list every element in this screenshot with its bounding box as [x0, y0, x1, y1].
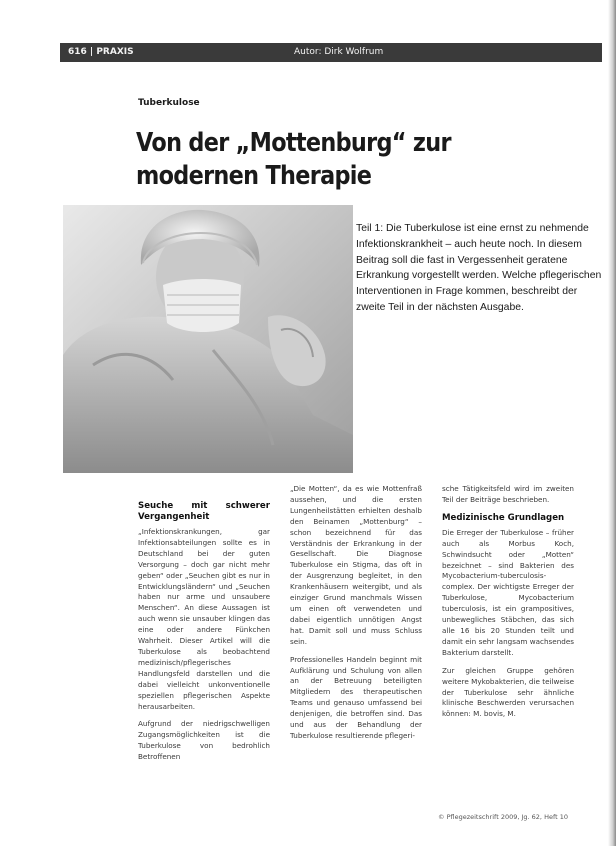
text-column-3	[442, 484, 574, 727]
article-title: Von der „Mottenburg“ zur modernen Therapie	[136, 128, 451, 191]
body-paragraph: Zur gleichen Gruppe gehören weitere Mykobakterien, die teilweise der Tuberkulose sehr ähnliche klinische Beschwerden verursachen können: M. bovis, M.	[442, 665, 574, 719]
article-intro: Teil 1: Die Tuberkulose ist eine ernst zu nehmende Infektionskrankheit – auch heute noch. In diesem Beitrag soll die fast in Vergessenheit geratene Erkrankung vorgestellt werden. Welche pflegerischen Interventionen in Frage kommen, beschreibt der zweite Teil in der nächsten Ausgabe.	[356, 223, 602, 313]
text-column-1	[138, 501, 270, 770]
page-footer: © Pflegezeitschrift 2009, Jg. 62, Heft 10	[438, 813, 569, 821]
body-paragraph: sche Tätigkeitsfeld wird im zweiten Teil der Beiträge beschrieben.	[442, 484, 574, 504]
section-heading: Medizinische Grundlagen	[442, 512, 565, 523]
article-kicker: Tuberkulose	[138, 98, 200, 108]
body-paragraph: Aufgrund der niedrigschwelligen Zugangsmöglichkeiten ist die Tuberkulose von bedrohlich Betroffenen	[138, 719, 270, 762]
body-paragraph: Die Erreger der Tuberkulose – früher auch als Morbus Koch, Schwindsucht oder „Motten“ bezeichnet – sind Bakterien des Mycobacterium-tuberculosis-complex. Der wichtigste Erreger der Tuberkulose, Mycobacterium tuberculosis, ist ein grampositives, unbewegliches Stäbchen, das sich alle 16 bis 20 Stunden teilt und damit ein sehr langsam wachsendes Bakterium darstellt.	[442, 527, 574, 657]
author-line: Autor: Dirk Wolfrum	[294, 47, 384, 57]
body-paragraph: „Infektionskrankungen, gar Infektionsabteilungen sollte es in Deutschland bei der guten Versorgung – doch gar nicht mehr geben“ oder „Seuchen gibt es nur in Entwicklungsländern“ und „Seuchen haben nur arme und unsaubere Menschen“. An diese Aussagen ist auch wenn sie unsauber klingen das eine oder andere Fünkchen Wahrheit. Dieser Artikel will die Tuberkulose als beobachtend medizinisch/pflegerisches Handlungsfeld darstellen und die dabei vielleicht unkonventionelle speziellen pflegerischen Aspekte herausarbeiten.	[138, 527, 270, 711]
nurse-protective-gear-photo	[63, 205, 353, 473]
page-section-label: 616 | PRAXIS	[68, 47, 134, 57]
body-paragraph: „Die Motten“, da es wie Mottenfraß aussehen, und die ersten Lungenheilstätten erhielten deshalb den Beinamen „Mottenburg“ – schon bezeichnend für das Verständnis der Erkrankung in der Gesellschaft. Die Diagnose Tuberkulose ein Stigma, das oft in der Ausgrenzung begleitet, in den Krankenhäusern weitergibt, und als einziger Grund manchmals Wissen um einen oft verwendeten und dabei eigentlich unnötigen Angst hat. Damit soll und muss Schluss sein.	[290, 484, 422, 646]
text-column-2	[290, 484, 422, 749]
body-paragraph: Professionelles Handeln beginnt mit Aufklärung und Schulung von allen an der Betreuung beteiligten Mitgliedern des therapeutischen Teams und genauso umfassend bei denjenigen, die betroffen sind. Das und aus der Behandlung der Tuberkulose resultierende pflegeri-	[290, 654, 422, 740]
section-heading: Seuche mit schwerer Vergangenheit	[138, 501, 270, 522]
page-edge-shadow	[608, 0, 616, 846]
running-header	[60, 43, 602, 62]
